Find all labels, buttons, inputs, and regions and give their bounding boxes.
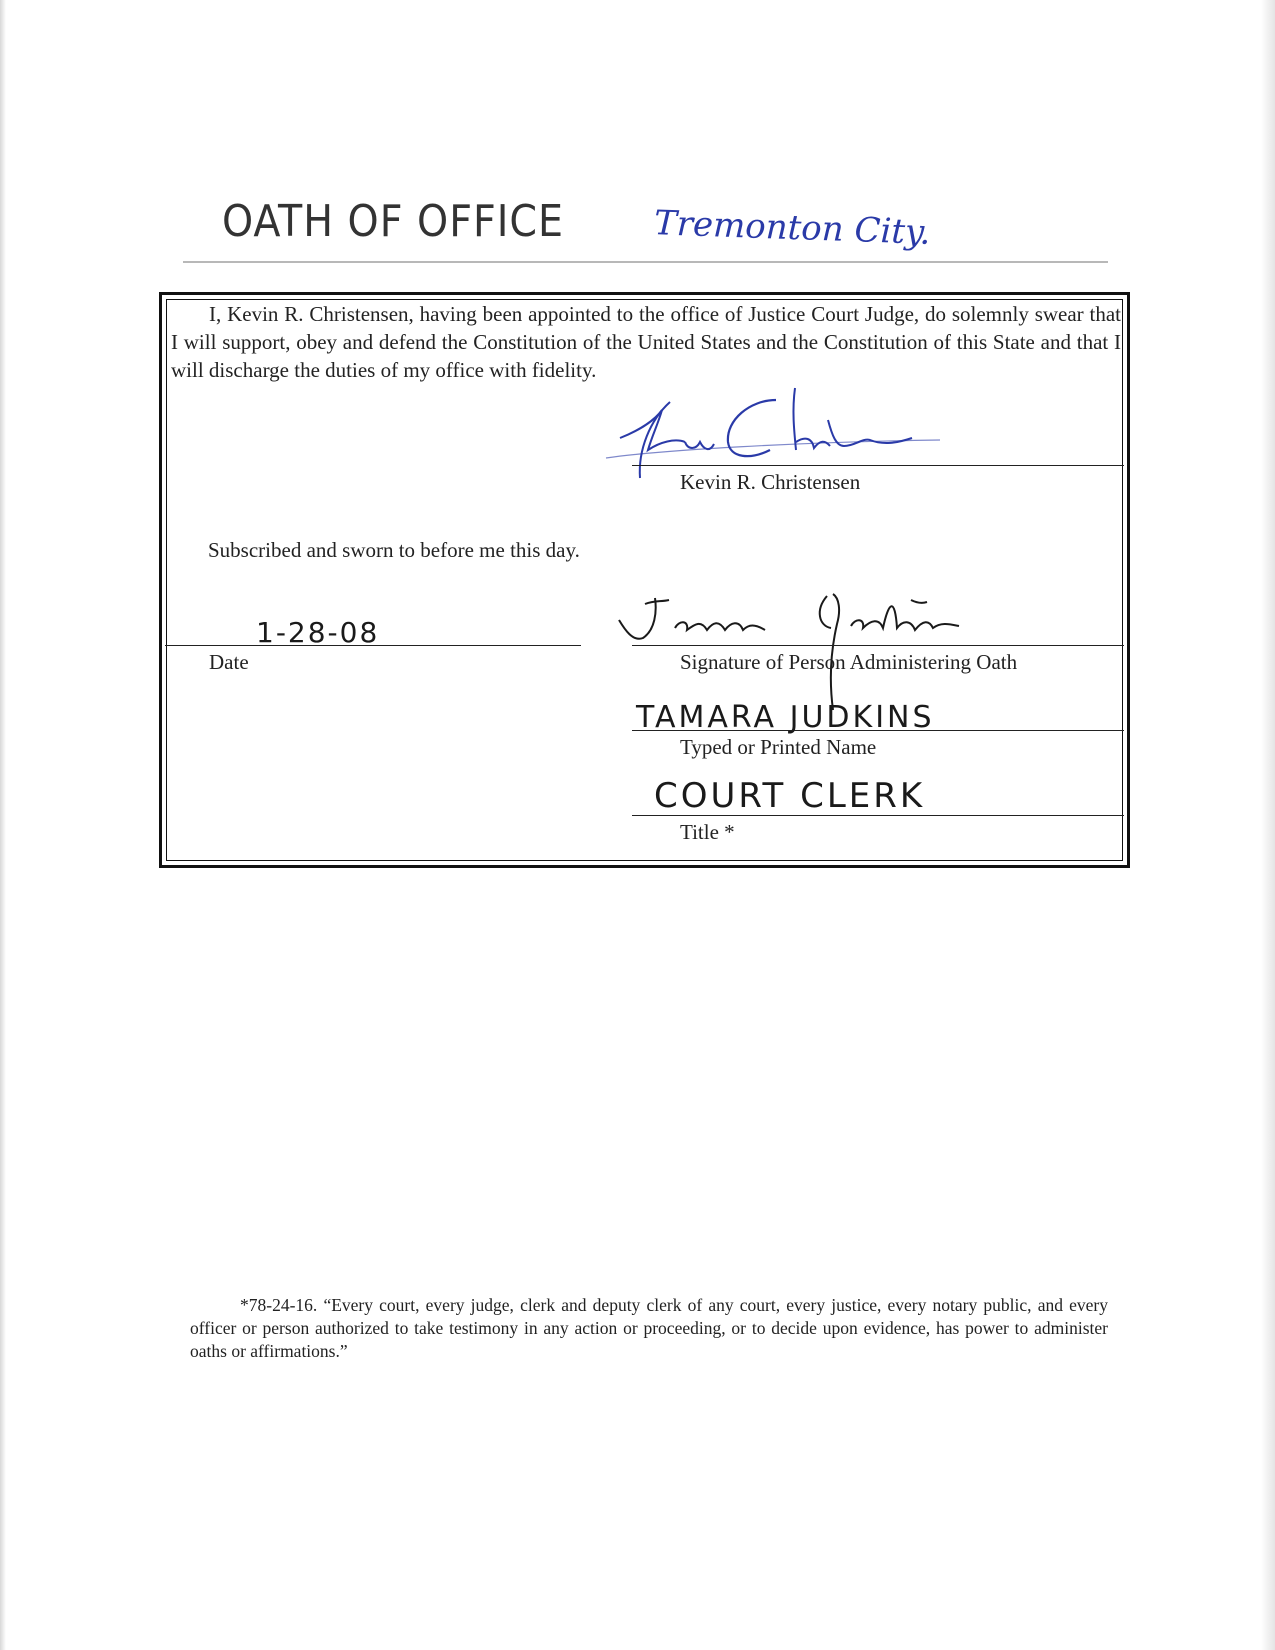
title-line <box>632 815 1124 816</box>
date-value: 1-28-08 <box>256 616 380 649</box>
title-rule <box>183 261 1108 263</box>
footnote-text: *78-24-16. “Every court, every judge, clerk and deputy clerk of any court, every justice, every notary public, and every officer or person authorized to take testimony in any action or proceeding, or to decide upon evidence, has power to administer oaths or affirmations.” <box>190 1295 1108 1361</box>
sworn-statement: Subscribed and sworn to before me this day. <box>208 538 580 562</box>
date-line <box>165 645 581 646</box>
oath-taker-name: Kevin R. Christensen <box>680 470 861 494</box>
title-label: Title * <box>680 820 735 844</box>
printed-name-label: Typed or Printed Name <box>680 735 877 759</box>
handwritten-city-name: Tremonton City. <box>653 203 932 253</box>
administrator-signature-label: Signature of Person Administering Oath <box>680 650 1018 674</box>
oath-statement <box>171 300 1121 384</box>
administrator-signature-line <box>632 645 1124 646</box>
scan-edge-right <box>1261 0 1275 1650</box>
printed-name-value: TAMARA JUDKINS <box>636 700 935 735</box>
document-title: OATH OF OFFICE <box>222 196 565 247</box>
footnote <box>190 1294 1108 1363</box>
date-label: Date <box>209 650 249 674</box>
scan-edge-left <box>0 0 6 1650</box>
printed-name-line <box>632 730 1124 731</box>
oath-taker-signature-line <box>632 465 1124 466</box>
oath-statement-text: I, Kevin R. Christensen, having been appointed to the office of Justice Court Judge, do solemnly swear that I will support, obey and defend the Constitution of the United States and the Constitution of this State and that I will discharge the duties of my office with fidelity. <box>171 302 1121 382</box>
title-value: COURT CLERK <box>654 776 926 816</box>
